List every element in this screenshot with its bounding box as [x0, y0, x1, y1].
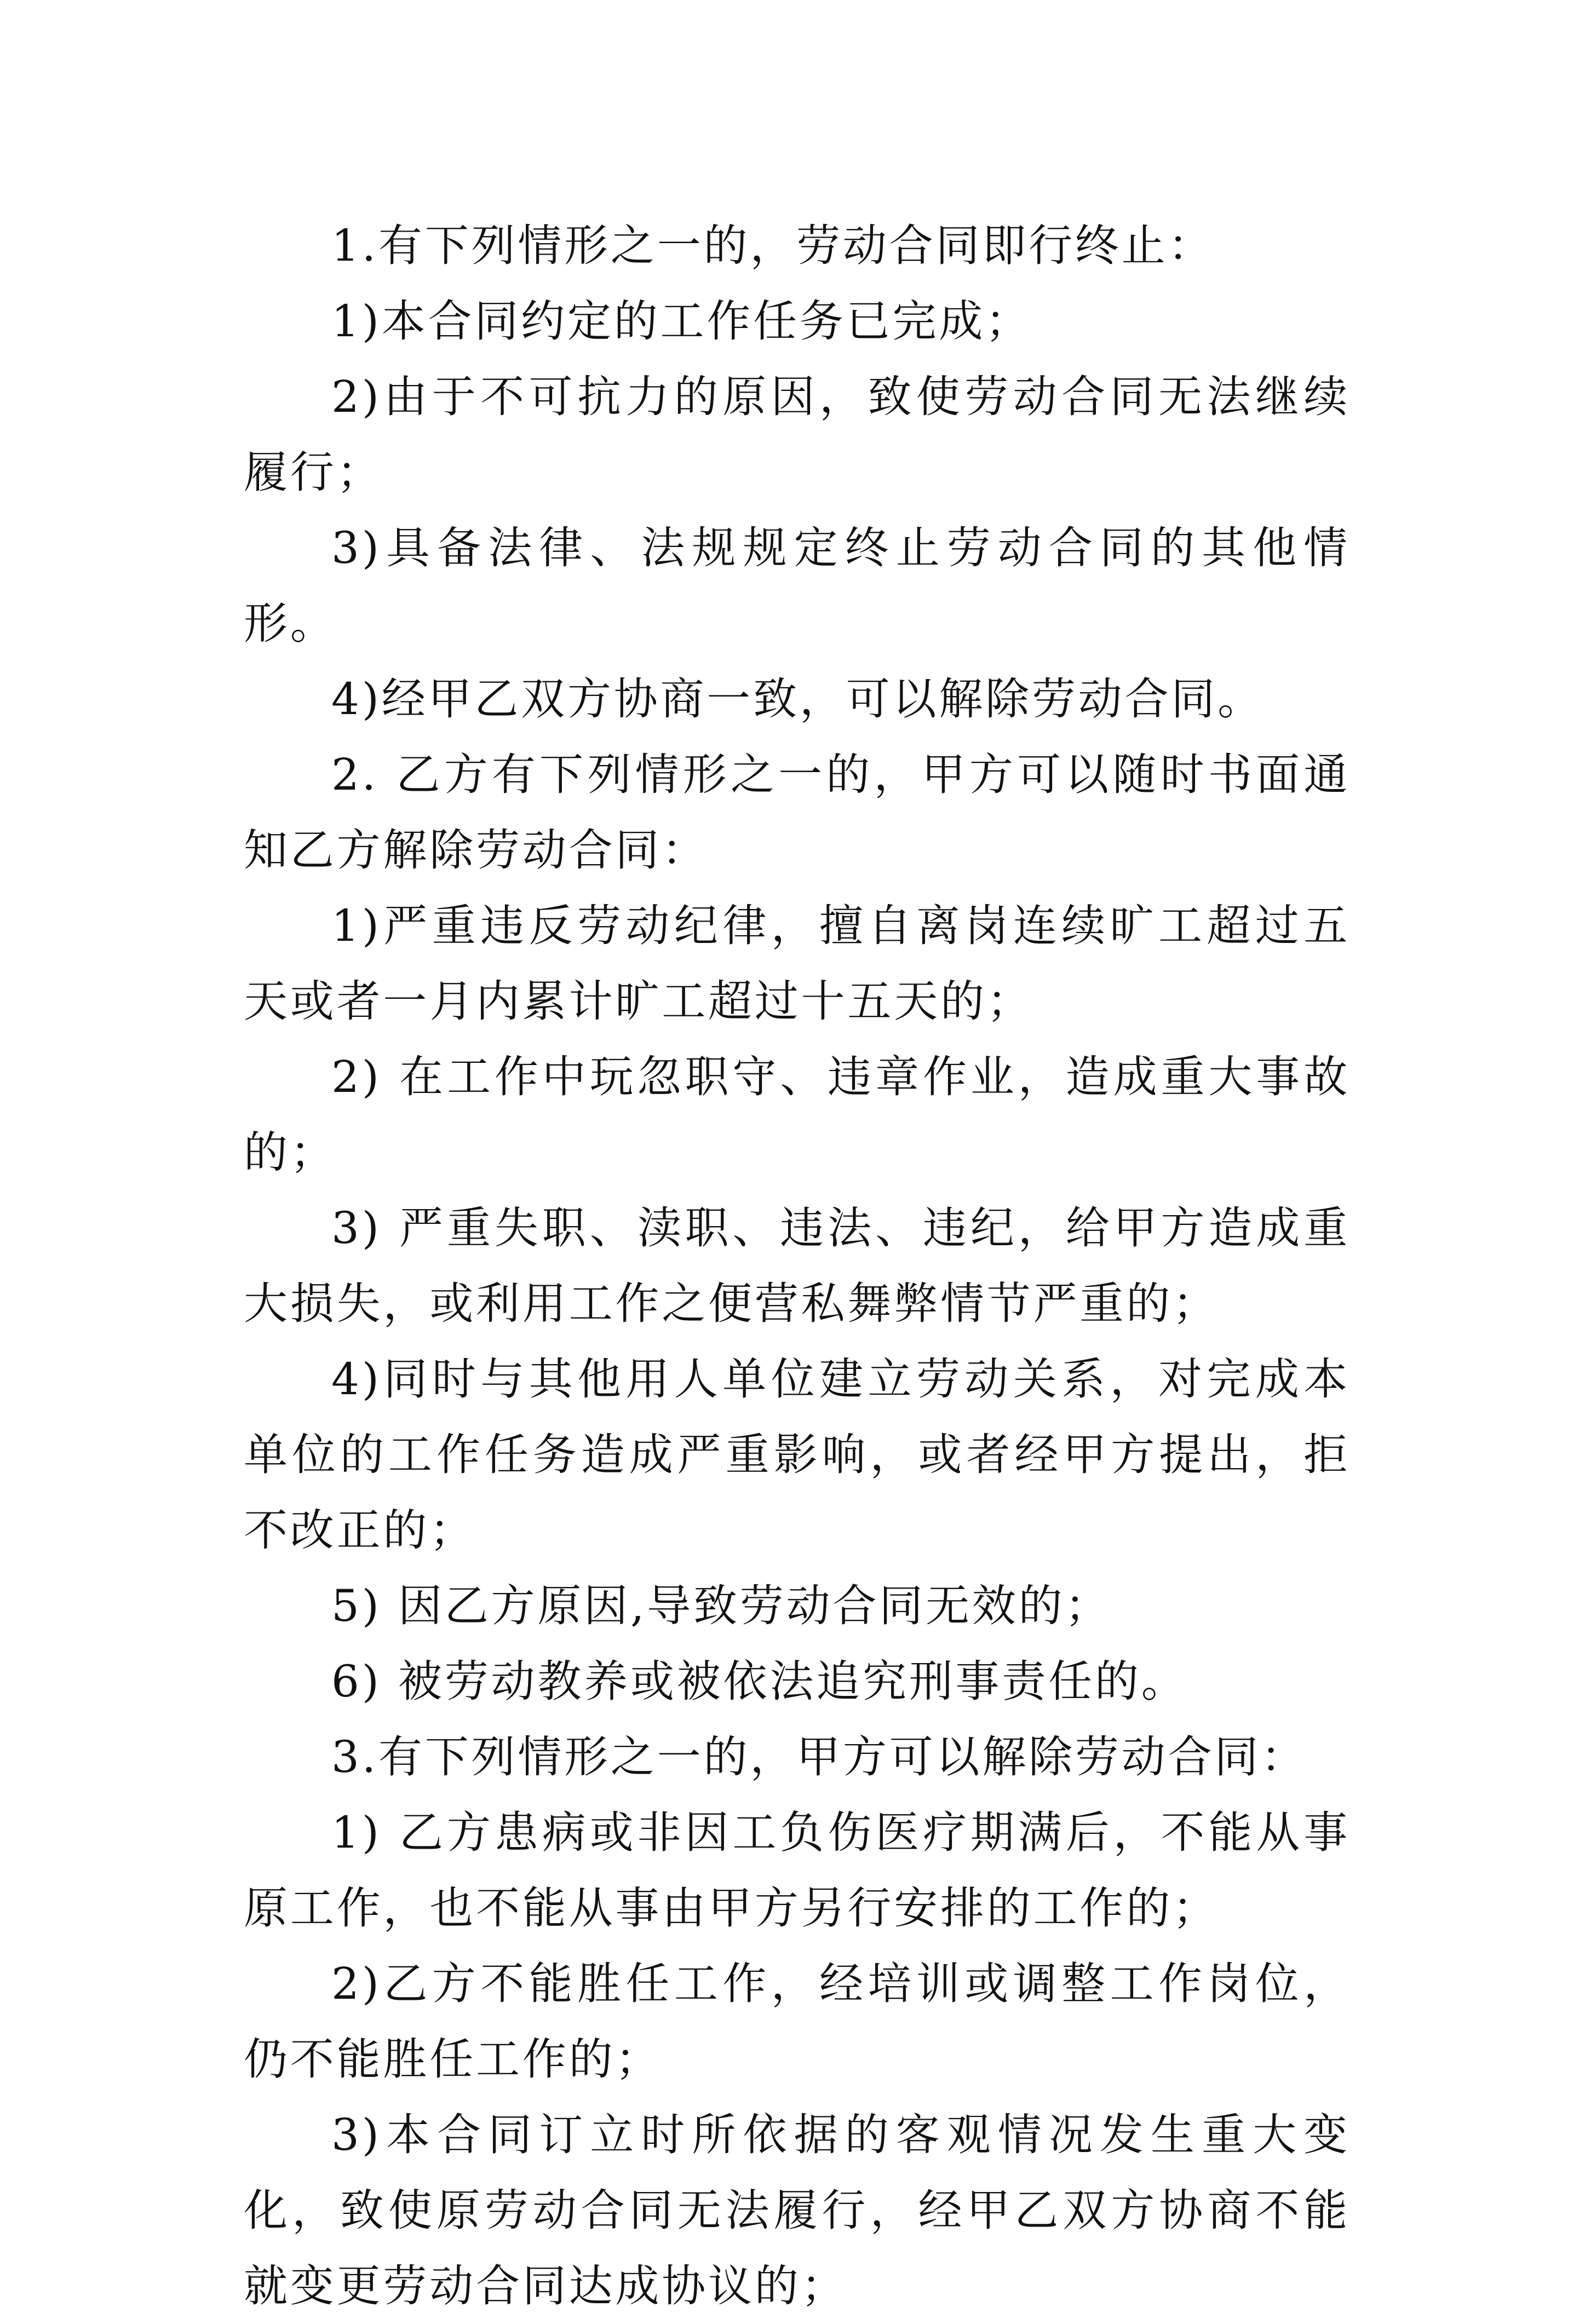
clause-3-item-1: 1) 乙方患病或非因工负伤医疗期满后，不能从事原工作，也不能从事由甲方另行安排的工作的；: [244, 1807, 1350, 1934]
clause-1-item-4: 4)经甲乙双方协商一致，可以解除劳动合同。: [331, 674, 1264, 724]
clause-1-item-1: 1)本合同约定的工作任务已完成；: [331, 296, 1032, 347]
clause-2-item-5: 5) 因乙方原因,导致劳动合同无效的；: [331, 1580, 1112, 1631]
clause-2-item-3: 3) 严重失职、渎职、违法、违纪，给甲方造成重大损失，或利用工作之便营私舞弊情节严重的；: [244, 1203, 1350, 1329]
clause-2-heading: 2. 乙方有下列情形之一的，甲方可以随时书面通知乙方解除劳动合同：: [244, 749, 1350, 876]
clause-1-item-2: 2)由于不可抗力的原因，致使劳动合同无法继续履行；: [244, 371, 1350, 498]
clause-2-item-1: 1)严重违反劳动纪律，擅自离岗连续旷工超过五天或者一月内累计旷工超过十五天的；: [244, 900, 1350, 1027]
clause-3-item-2: 2)乙方不能胜任工作，经培训或调整工作岗位，仍不能胜任工作的；: [244, 1958, 1350, 2085]
clause-1-item-3: 3)具备法律、法规规定终止劳动合同的其他情形。: [244, 522, 1350, 649]
clause-2-item-2: 2) 在工作中玩忽职守、违章作业，造成重大事故的；: [244, 1051, 1350, 1178]
document-body: [244, 208, 1350, 2324]
clause-1-heading: 1.有下列情形之一的，劳动合同即行终止：: [331, 220, 1215, 271]
clause-2-item-4: 4)同时与其他用人单位建立劳动关系，对完成本单位的工作任务造成严重影响，或者经甲方提出，拒不改正的；: [244, 1354, 1350, 1556]
clause-3-heading: 3.有下列情形之一的，甲方可以解除劳动合同：: [331, 1732, 1307, 1782]
clause-3-item-3: 3)本合同订立时所依据的客观情况发生重大变化，致使原劳动合同无法履行，经甲乙双方协商不能就变更劳动合同达成协议的；: [244, 2109, 1350, 2311]
clause-2-item-6: 6) 被劳动教养或被依法追究刑事责任的。: [331, 1656, 1188, 1707]
